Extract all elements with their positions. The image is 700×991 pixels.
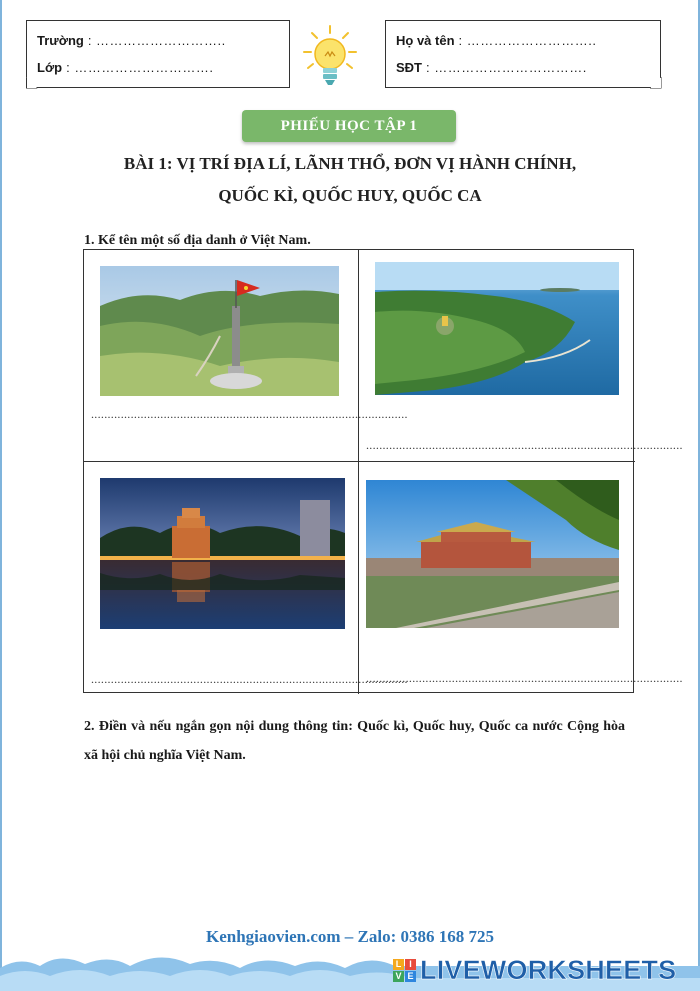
- school-label: Trường: [37, 33, 84, 48]
- landmark-cell: [84, 250, 408, 462]
- logo-letter: E: [405, 971, 416, 982]
- landmark-photo-lake-tower: [100, 478, 345, 629]
- worksheet-badge: PHIẾU HỌC TẬP 1: [242, 110, 456, 142]
- landmark-grid: [83, 249, 683, 693]
- phone-field[interactable]: : …………………………….: [426, 60, 587, 75]
- liveworksheets-brand: LIVEWORKSHEETS: [420, 955, 677, 985]
- logo-letter: I: [405, 959, 416, 970]
- question-2-prompt: 2. Điền và nếu ngắn gọn nội dung thông tin: Quốc kì, Quốc huy, Quốc ca nước Cộng hòa xã hội chủ nghĩa Việt Nam.: [84, 719, 625, 763]
- answer-blank[interactable]: ................................................................................................: [366, 438, 683, 452]
- question-1-prompt: 1. Kể tên một số địa danh ở Việt Nam.: [84, 233, 311, 248]
- answer-blank[interactable]: ................................................................................................: [366, 671, 683, 685]
- name-label: Họ và tên: [396, 33, 455, 48]
- page-fold-corner: [26, 77, 38, 89]
- logo-letter: L: [393, 959, 404, 970]
- lesson-title-line-2: QUỐC KÌ, QUỐC HUY, QUỐC CA: [218, 186, 482, 205]
- class-field[interactable]: : ………………………….: [66, 60, 214, 75]
- landmark-photo-flag-tower: [100, 266, 339, 396]
- answer-blank[interactable]: ................................................................................................: [91, 407, 408, 421]
- answer-blank[interactable]: ................................................................................................: [91, 672, 408, 686]
- name-field[interactable]: : ………………………..: [458, 33, 597, 48]
- footer-contact-link[interactable]: Kenhgiaovien.com – Zalo: 0386 168 725: [205, 927, 495, 946]
- school-field[interactable]: : ………………………..: [87, 33, 226, 48]
- logo-letter: V: [393, 971, 404, 982]
- liveworksheets-logo-icon: [393, 959, 416, 982]
- name-phone-box: [385, 20, 661, 88]
- lesson-title-line-1: BÀI 1: VỊ TRÍ ĐỊA LÍ, LÃNH THỔ, ĐƠN VỊ HÀNH CHÍNH,: [123, 154, 577, 173]
- landmark-cell: [359, 250, 683, 462]
- landmark-cell: [84, 462, 408, 694]
- landmark-cell: [359, 462, 683, 694]
- landmark-photo-citadel-gate: [366, 480, 619, 628]
- liveworksheets-logo[interactable]: [393, 955, 676, 986]
- landmark-photo-coastal-peninsula: [375, 262, 619, 395]
- class-label: Lớp: [37, 60, 63, 75]
- phone-label: SĐT: [396, 60, 422, 75]
- school-class-box: [26, 20, 290, 88]
- lightbulb-icon: [300, 24, 360, 94]
- page-fold-corner: [650, 77, 662, 89]
